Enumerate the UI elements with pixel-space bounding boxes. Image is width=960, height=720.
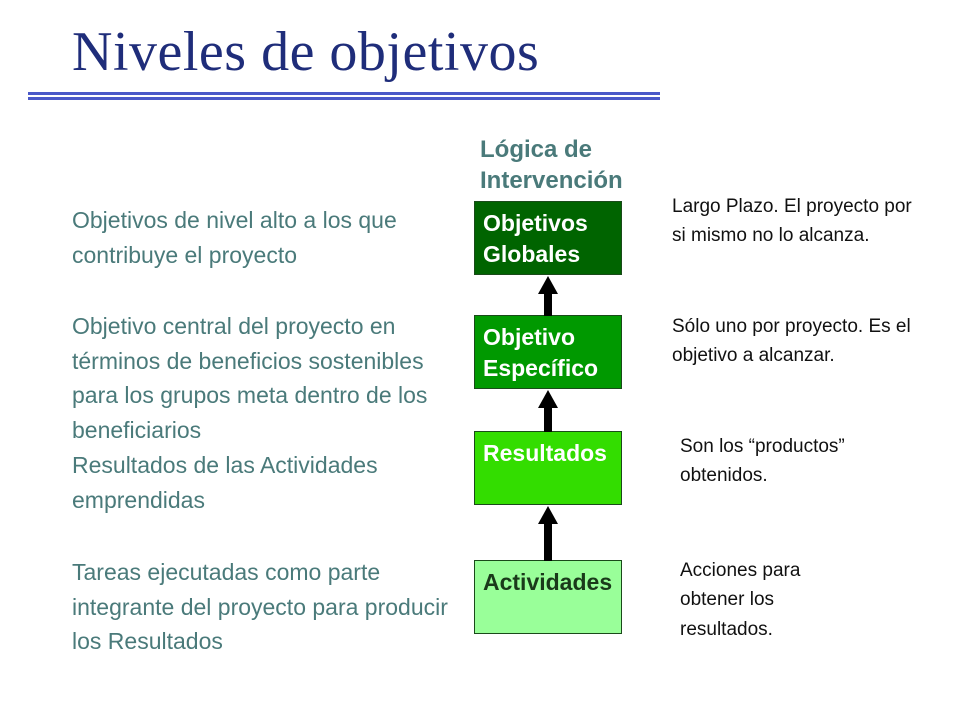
note-global: Largo Plazo. El proyecto por si mismo no lo alcanza.: [672, 196, 912, 247]
note-activities: Acciones para obtener los resultados.: [680, 560, 801, 640]
logic-header-line-2: Intervención: [480, 167, 623, 195]
level-description-specific: Objetivo central del proyecto en términos de beneficios sostenibles para los grupos meta dentro de los beneficiarios: [72, 313, 428, 443]
page-title: Niveles de objetivos: [72, 21, 540, 83]
box-objetivo-especifico-line-1: Objetivo: [483, 324, 576, 350]
box-objetivos-globales-line-2: Globales: [483, 241, 581, 268]
note-specific: Sólo uno por proyecto. Es el objetivo a alcanzar.: [672, 316, 911, 367]
box-resultados-line-1: Resultados: [483, 440, 607, 466]
arrow-up-icon: [538, 390, 558, 432]
logic-header-line-1: Lógica de: [480, 136, 593, 163]
box-objetivos-globales-line-1: Objetivos: [483, 210, 588, 236]
note-results: Son los “productos” obtenidos.: [680, 436, 845, 487]
box-actividades-line-1: Actividades: [483, 569, 613, 595]
arrow-up-icon: [538, 506, 558, 561]
level-description-global: Objetivos de nivel alto a los que contribuye el proyecto: [72, 207, 397, 268]
arrow-group: [538, 276, 558, 561]
arrow-up-icon: [538, 276, 558, 316]
level-description-activities: Tareas ejecutadas como parte integrante del proyecto para producir los Resultados: [72, 559, 448, 654]
level-description-results: Resultados de las Actividades emprendidas: [72, 452, 378, 513]
box-objetivo-especifico-line-2: Específico: [483, 355, 599, 382]
